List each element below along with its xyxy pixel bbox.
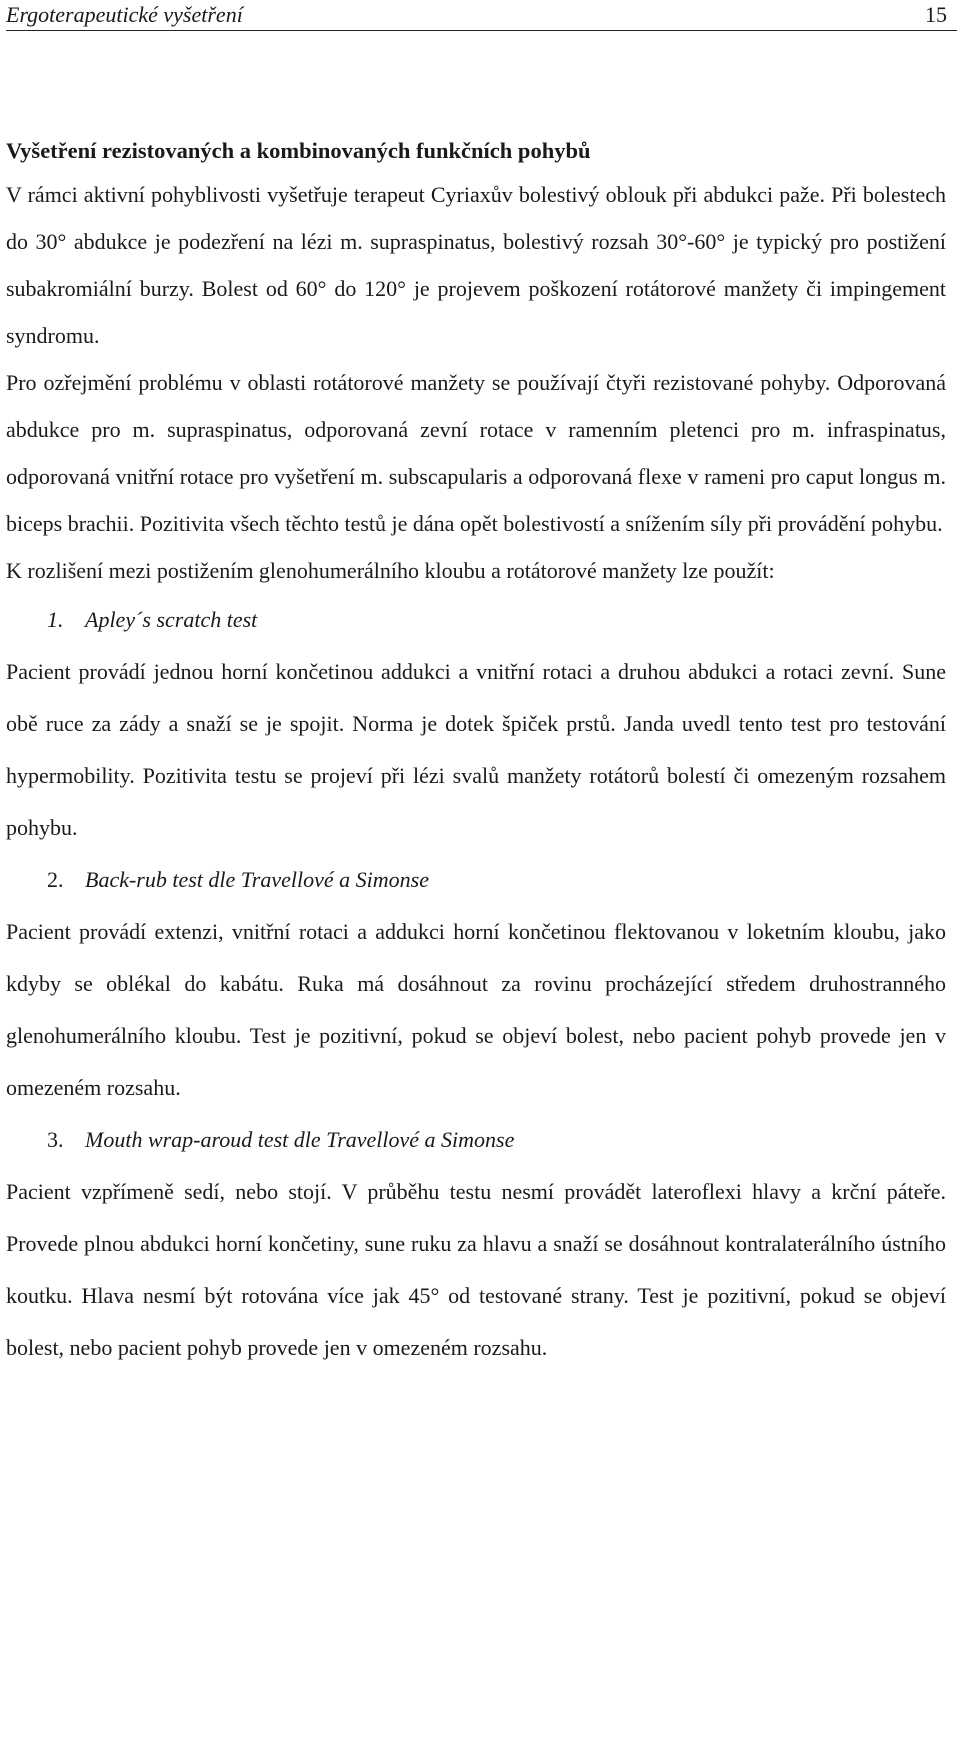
test-description: Pacient provádí jednou horní končetinou addukci a vnitřní rotaci a druhou abdukci a rotaci zevní. Sune obě ruce za zády a snaží se je spojit. Norma je dotek špiček prstů. Janda uvedl tento test pro testování hypermobility. Pozitivita testu se projeví při lézi svalů manžety rotátorů bolestí či omezeným rozsahem pohybu.: [6, 659, 946, 840]
paragraph: V rámci aktivní pohyblivosti vyšetřuje terapeut Cyriaxův bolestivý oblouk při abdukci paže. Při bolestech do 30° abdukce je podezření na lézi m. supraspinatus, bolestivý rozsah 30°-60° je typický pro postižení subakromiální burzy. Bolest od 60° do 120° je projevem poškození rotátorové manžety či impingement syndromu.: [6, 182, 946, 348]
running-header: [6, 0, 957, 31]
section-heading: Vyšetření rezistovaných a kombinovaných funkčních pohybů: [6, 138, 591, 163]
test-description: Pacient provádí extenzi, vnitřní rotaci a addukci horní končetinou flektovanou v loketním kloubu, jako kdyby se oblékal do kabátu. Ruka má dosáhnout za rovinu procházející středem druhostranného glenohumerálního kloubu. Test je pozitivní, pokud se objeví bolest, nebo pacient pohyb provede jen v omezeném rozsahu.: [6, 919, 946, 1100]
paragraph: K rozlišení mezi postižením glenohumerálního kloubu a rotátorové manžety lze použít:: [6, 558, 775, 583]
test-title: [6, 1114, 946, 1166]
document-body: [6, 131, 946, 1374]
test-description: Pacient vzpřímeně sedí, nebo stojí. V průběhu testu nesmí provádět lateroflexi hlavy a krční páteře. Provede plnou abdukci horní končetiny, sune ruku za hlavu a snaží se dosáhnout kontralaterálního ústního koutku. Hlava nesmí být rotována více jak 45° od testované strany. Test je pozitivní, pokud se objeví bolest, nebo pacient pohyb provede jen v omezeném rozsahu.: [6, 1179, 946, 1360]
paragraph: Pro ozřejmění problému v oblasti rotátorové manžety se používají čtyři rezistované pohyby. Odporovaná abdukce pro m. supraspinatus, odporovaná zevní rotace v ramenním pletenci pro m. infraspinatus, odporovaná vnitřní rotace pro vyšetření m. subscapularis a odporovaná flexe v rameni pro caput longus m. biceps brachii. Pozitivita všech těchto testů je dána opět bolestivostí a snížením síly při provádění pohybu.: [6, 370, 946, 536]
test-title: [6, 854, 946, 906]
test-number: 2.: [47, 867, 64, 892]
test-number: 3.: [47, 1127, 64, 1152]
page-number: 15: [925, 2, 947, 27]
test-name: Mouth wrap-aroud test dle Travellové a Simonse: [85, 1127, 515, 1152]
header-title: Ergoterapeutické vyšetření: [6, 2, 243, 27]
test-title: [6, 594, 946, 646]
test-number: 1.: [47, 607, 64, 632]
test-name: Apley´s scratch test: [85, 607, 258, 632]
test-name: Back-rub test dle Travellové a Simonse: [85, 867, 429, 892]
